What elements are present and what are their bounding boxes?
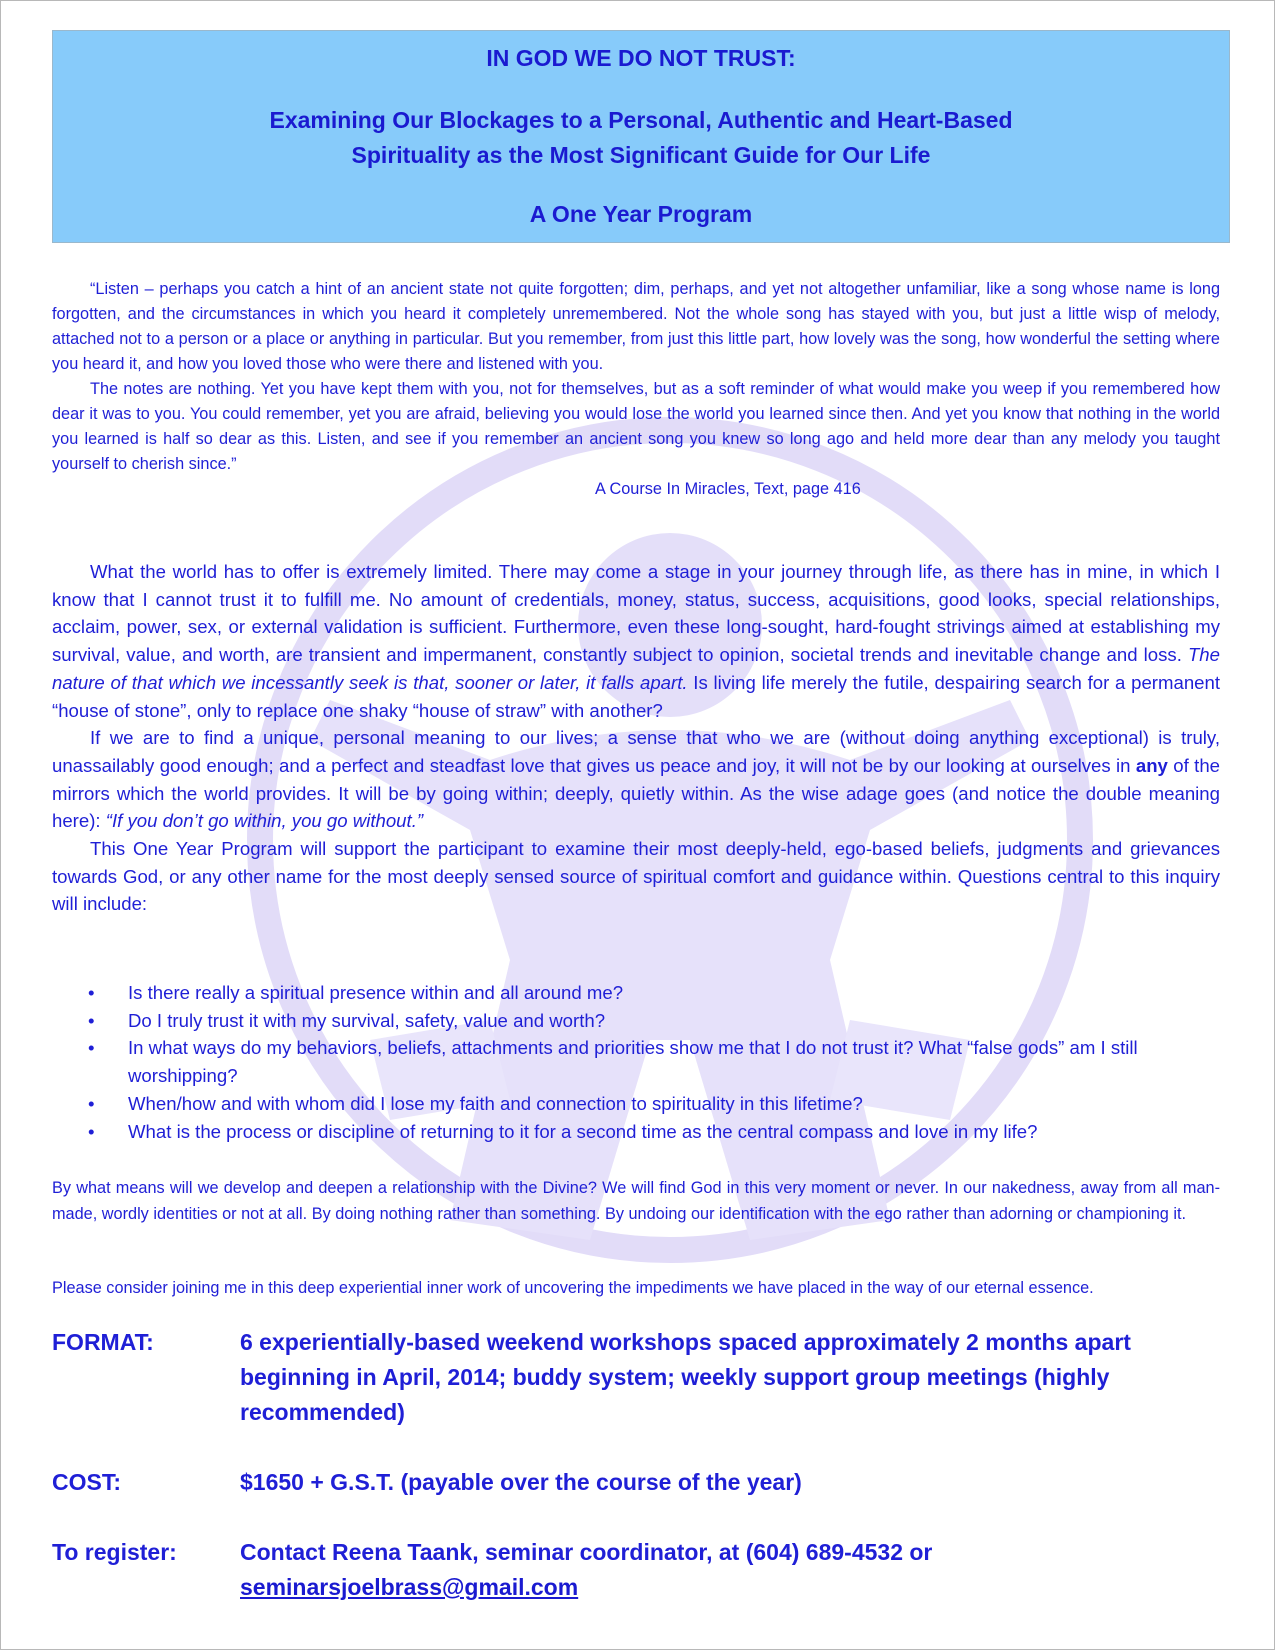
body-p1-italic: The nature of that which we incessantly seek is that, sooner or later, it falls apart.: [52, 644, 1220, 693]
body-p2-text-a: If we are to find a unique, personal meaning to our lives; a sense that who we are (without doing anything exceptional) is truly, unassailably good enough; and a perfect and steadfast love that gives us peace and joy, it will not be by our looking at ourselves in: [52, 727, 1220, 776]
format-value: 6 experientially-based weekend workshops spaced approximately 2 months apart beginning in April, 2014; buddy system; weekly support group meetings (highly recommended): [240, 1329, 1131, 1425]
quote-paragraph-1: “Listen – perhaps you catch a hint of an ancient state not quite forgotten; dim, perhaps, and yet not altogether unfamiliar, like a song whose name is long forgotten, and the circumstances in which you heard it completely unremembered. Not the whole song has stayed with you, but just a little wisp of melody, attached not to a person or a place or anything in particular. But you remember, from just this little part, how lovely was the song, how wonderful the setting where you heard it, and how you loved those who were there and listened with you.: [52, 280, 1220, 373]
bullet-icon: •: [88, 1092, 95, 1114]
closing-paragraph: [52, 1176, 1220, 1227]
subtitle-line-2: Spirituality as the Most Significant Guide for Our Life: [351, 142, 931, 168]
cost-label: COST:: [52, 1469, 121, 1495]
body-p1-text-a: What the world has to offer is extremely limited. There may come a stage in your journey through life, as there has in mine, in which I know that I cannot trust it to fulfill me. No amount of credentials, money, status, success, acquisitions, good looks, special relationships, acclaim, power, sex, or external validation is sufficient. Furthermore, even these long-sought, hard-fought strivings aimed at establishing my survival, value, and worth, are transient and impermanent, constantly subject to opinion, societal trends and inevitable change and loss.: [52, 561, 1220, 666]
list-item: [88, 1007, 1220, 1035]
quote-paragraph-2: The notes are nothing. Yet you have kept them with you, not for themselves, but as a soft reminder of what would make you weep if you remembered how dear it was to you. You could remember, yet you are afraid, believing you would lose the world you learned since then. And yet you know that nothing in the world you learned is half so dear as this. Listen, and see if you remember an ancient song you knew so long ago and held more dear than any melody you taught yourself to cherish since.”: [52, 380, 1220, 473]
email-link[interactable]: seminarsjoelbrass@gmail.com: [240, 1574, 579, 1600]
body-paragraph-3: This One Year Program will support the participant to examine their most deeply-held, ego-based beliefs, judgments and grievances towards God, or any other name for the most deeply sensed source of spiritual comfort and guidance within. Questions central to this inquiry will include:: [52, 838, 1220, 915]
quote-citation: A Course In Miracles, Text, page 416: [595, 480, 861, 498]
opening-quote: [52, 277, 1220, 502]
question-text: In what ways do my behaviors, beliefs, attachments and priorities show me that I do not trust it? What “false gods” am I still worshipping?: [128, 1037, 1138, 1087]
body-paragraph-1: [52, 558, 1220, 724]
body-p2-bold: any: [1135, 754, 1168, 776]
subtitle-line-1: Examining Our Blockages to a Personal, Authentic and Heart-Based: [269, 107, 1013, 133]
body-p1-text-b: Is living life merely the futile, despairing search for a permanent “house of stone”, only to replace one shaky “house of straw” with another?: [52, 671, 1221, 721]
page-subtitle: [53, 103, 1229, 173]
body-text: [52, 558, 1220, 918]
question-text: What is the process or discipline of returning to it for a second time as the central compass and love in my life?: [128, 1120, 1038, 1142]
register-value: [240, 1535, 1200, 1605]
question-list: [88, 979, 1220, 1145]
program-heading: A One Year Program: [529, 201, 753, 227]
list-item: [88, 1118, 1220, 1146]
bullet-icon: •: [88, 982, 95, 1003]
body-p2-text-b: of the mirrors which the world provides. It will be by going within; deeply, quietly within. As the wise adage goes (and notice the double meaning here):: [52, 754, 1220, 832]
register-label: To register:: [52, 1539, 177, 1565]
register-contact: Contact Reena Taank, seminar coordinator, at (604) 689-4532 or: [240, 1539, 933, 1565]
bullet-icon: •: [88, 1009, 95, 1031]
question-text: Is there really a spiritual presence within and all around me?: [128, 982, 624, 1003]
format-label: FORMAT:: [52, 1329, 154, 1355]
closing-text: By what means will we develop and deepen a relationship with the Divine? We will find God in this very moment or never. In our nakedness, away from all man-made, wordly identities or not at all. By doing nothing rather than something. By undoing our identification with the ego rather than adorning or championing it.: [52, 1179, 1220, 1223]
cost-value: $1650 + G.S.T. (payable over the course of the year): [240, 1469, 802, 1495]
bullet-icon: •: [88, 1037, 95, 1059]
body-paragraph-2: [52, 724, 1220, 835]
list-item: [88, 979, 1220, 1007]
invitation-text: Please consider joining me in this deep experiential inner work of uncovering the impediments we have placed in the way of our eternal essence.: [52, 1279, 1094, 1297]
header-banner: [52, 30, 1230, 243]
body-p2-italic: “If you don’t go within, you go without.”: [105, 810, 424, 832]
page-title: IN GOD WE DO NOT TRUST:: [486, 45, 796, 71]
list-item: [88, 1090, 1220, 1118]
question-text: Do I truly trust it with my survival, safety, value and worth?: [128, 1009, 606, 1031]
bullet-icon: •: [88, 1120, 95, 1142]
list-item: [88, 1034, 1220, 1089]
question-text: When/how and with whom did I lose my faith and connection to spirituality in this lifetime?: [128, 1092, 863, 1114]
